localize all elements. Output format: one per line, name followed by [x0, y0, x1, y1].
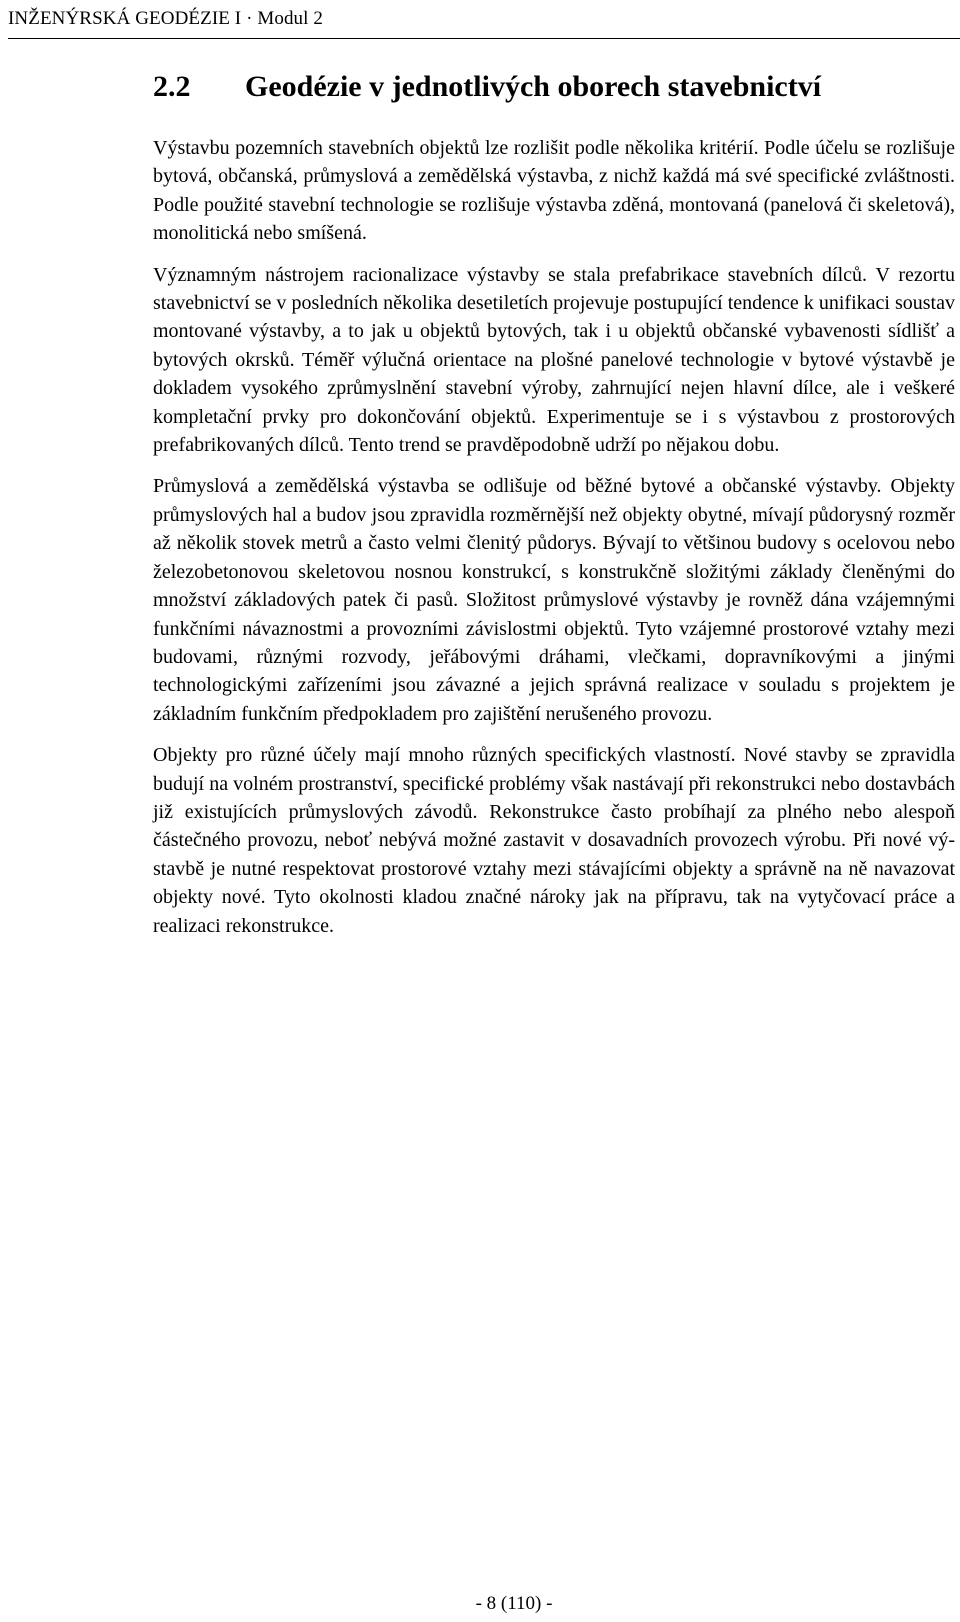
paragraph-construction-types: Výstavbu pozemních stavebních objektů lze rozlišit podle několika kritérií. Podle účelu se rozlišuje bytová, občanská, průmyslová a zemědělská výstavba, z nichž každá má své specifické zvláštnosti. Podle použité stavební technologie se rozlišuje výstavba zděná, montovaná (panelová či skeletová), monolitická nebo smíšená. [153, 137, 955, 245]
page-number: - 8 (110) - [475, 1593, 553, 1614]
section-number: 2.2 [153, 70, 191, 103]
page-header [8, 4, 960, 39]
paragraph-reconstruction: Objekty pro různé účely mají mnoho různých specifických vlastností. Nové stavby se zpravidla budují na volném prostranství, specifické problémy však nastávají při rekonstrukci nebo dostavbách již existujících průmyslových závodů. Rekonstrukce často probíhají za plného nebo alespoň částečného provozu, neboť nebývá možné zastavit v dosavadních provozech výrobu. Při nové výstavbě je nutné respektovat prostorové vztahy mezi stávajícími objekty a správně na ně navazovat objekty nové. Tyto okolnosti kladou značné nároky jak na přípravu, tak na vytyčovací práce a realizaci rekonstrukce. [153, 744, 955, 937]
paragraph-prefabrication: Významným nástrojem racionalizace výstavby se stala prefabrikace stavebních dílců. V rezortu stavebnictví se v posledních několika desetiletích projevuje postupující tendence k unifikaci soustav montované výstavby, a to jak u objektů bytových, tak i u objektů občanské vybavenosti sídlišť a bytových okrsků. Téměř výlučná orientace na plošné panelové technologie v bytové výstavbě je dokladem vysokého zprůmyslnění stavební výroby, zahrnující nejen hlavní dílce, ale i veškeré kompletační prvky pro dokončování objektů. Experimentuje se i s výstavbou z prostorových prefabrikovaných dílců. Tento trend se pravděpodobně udrží po nějakou dobu. [153, 263, 955, 457]
page-footer [0, 1592, 960, 1616]
section-title: Geodézie v jednotlivých oborech stavebnictví [245, 70, 822, 103]
page-content [153, 68, 955, 953]
section-heading [153, 68, 955, 106]
paragraph-industrial-construction: Průmyslová a zemědělská výstavba se odlišuje od běžné bytové a občanské výstavby. Objekty průmyslových hal a budov jsou zpravidla rozměrnější než objekty obytné, mívají půdorysný rozměr až několik stovek metrů a často velmi členitý půdorys. Bývají to většinou budovy s ocelovou nebo železobetonovou skeletovou nosnou konstrukcí, s konstrukčně složitými základy členěnými do množství základových patek či pasů. Složitost průmyslové výstavby je rovněž dána vzájemnými funkčními návaznostmi a provozními závislostmi objektů. Tyto vzájemné prostorové vztahy mezi budovami, různými rozvody, jeřábovými dráhami, vlečkami, dopravníkovými a jinými technologickými zařízeními jsou závazné a jejich správná realizace v souladu s projektem je základním funkčním předpokladem pro zajištění nerušeného provozu. [153, 475, 955, 725]
running-head: INŽENÝRSKÁ GEODÉZIE I · Modul 2 [8, 8, 323, 29]
